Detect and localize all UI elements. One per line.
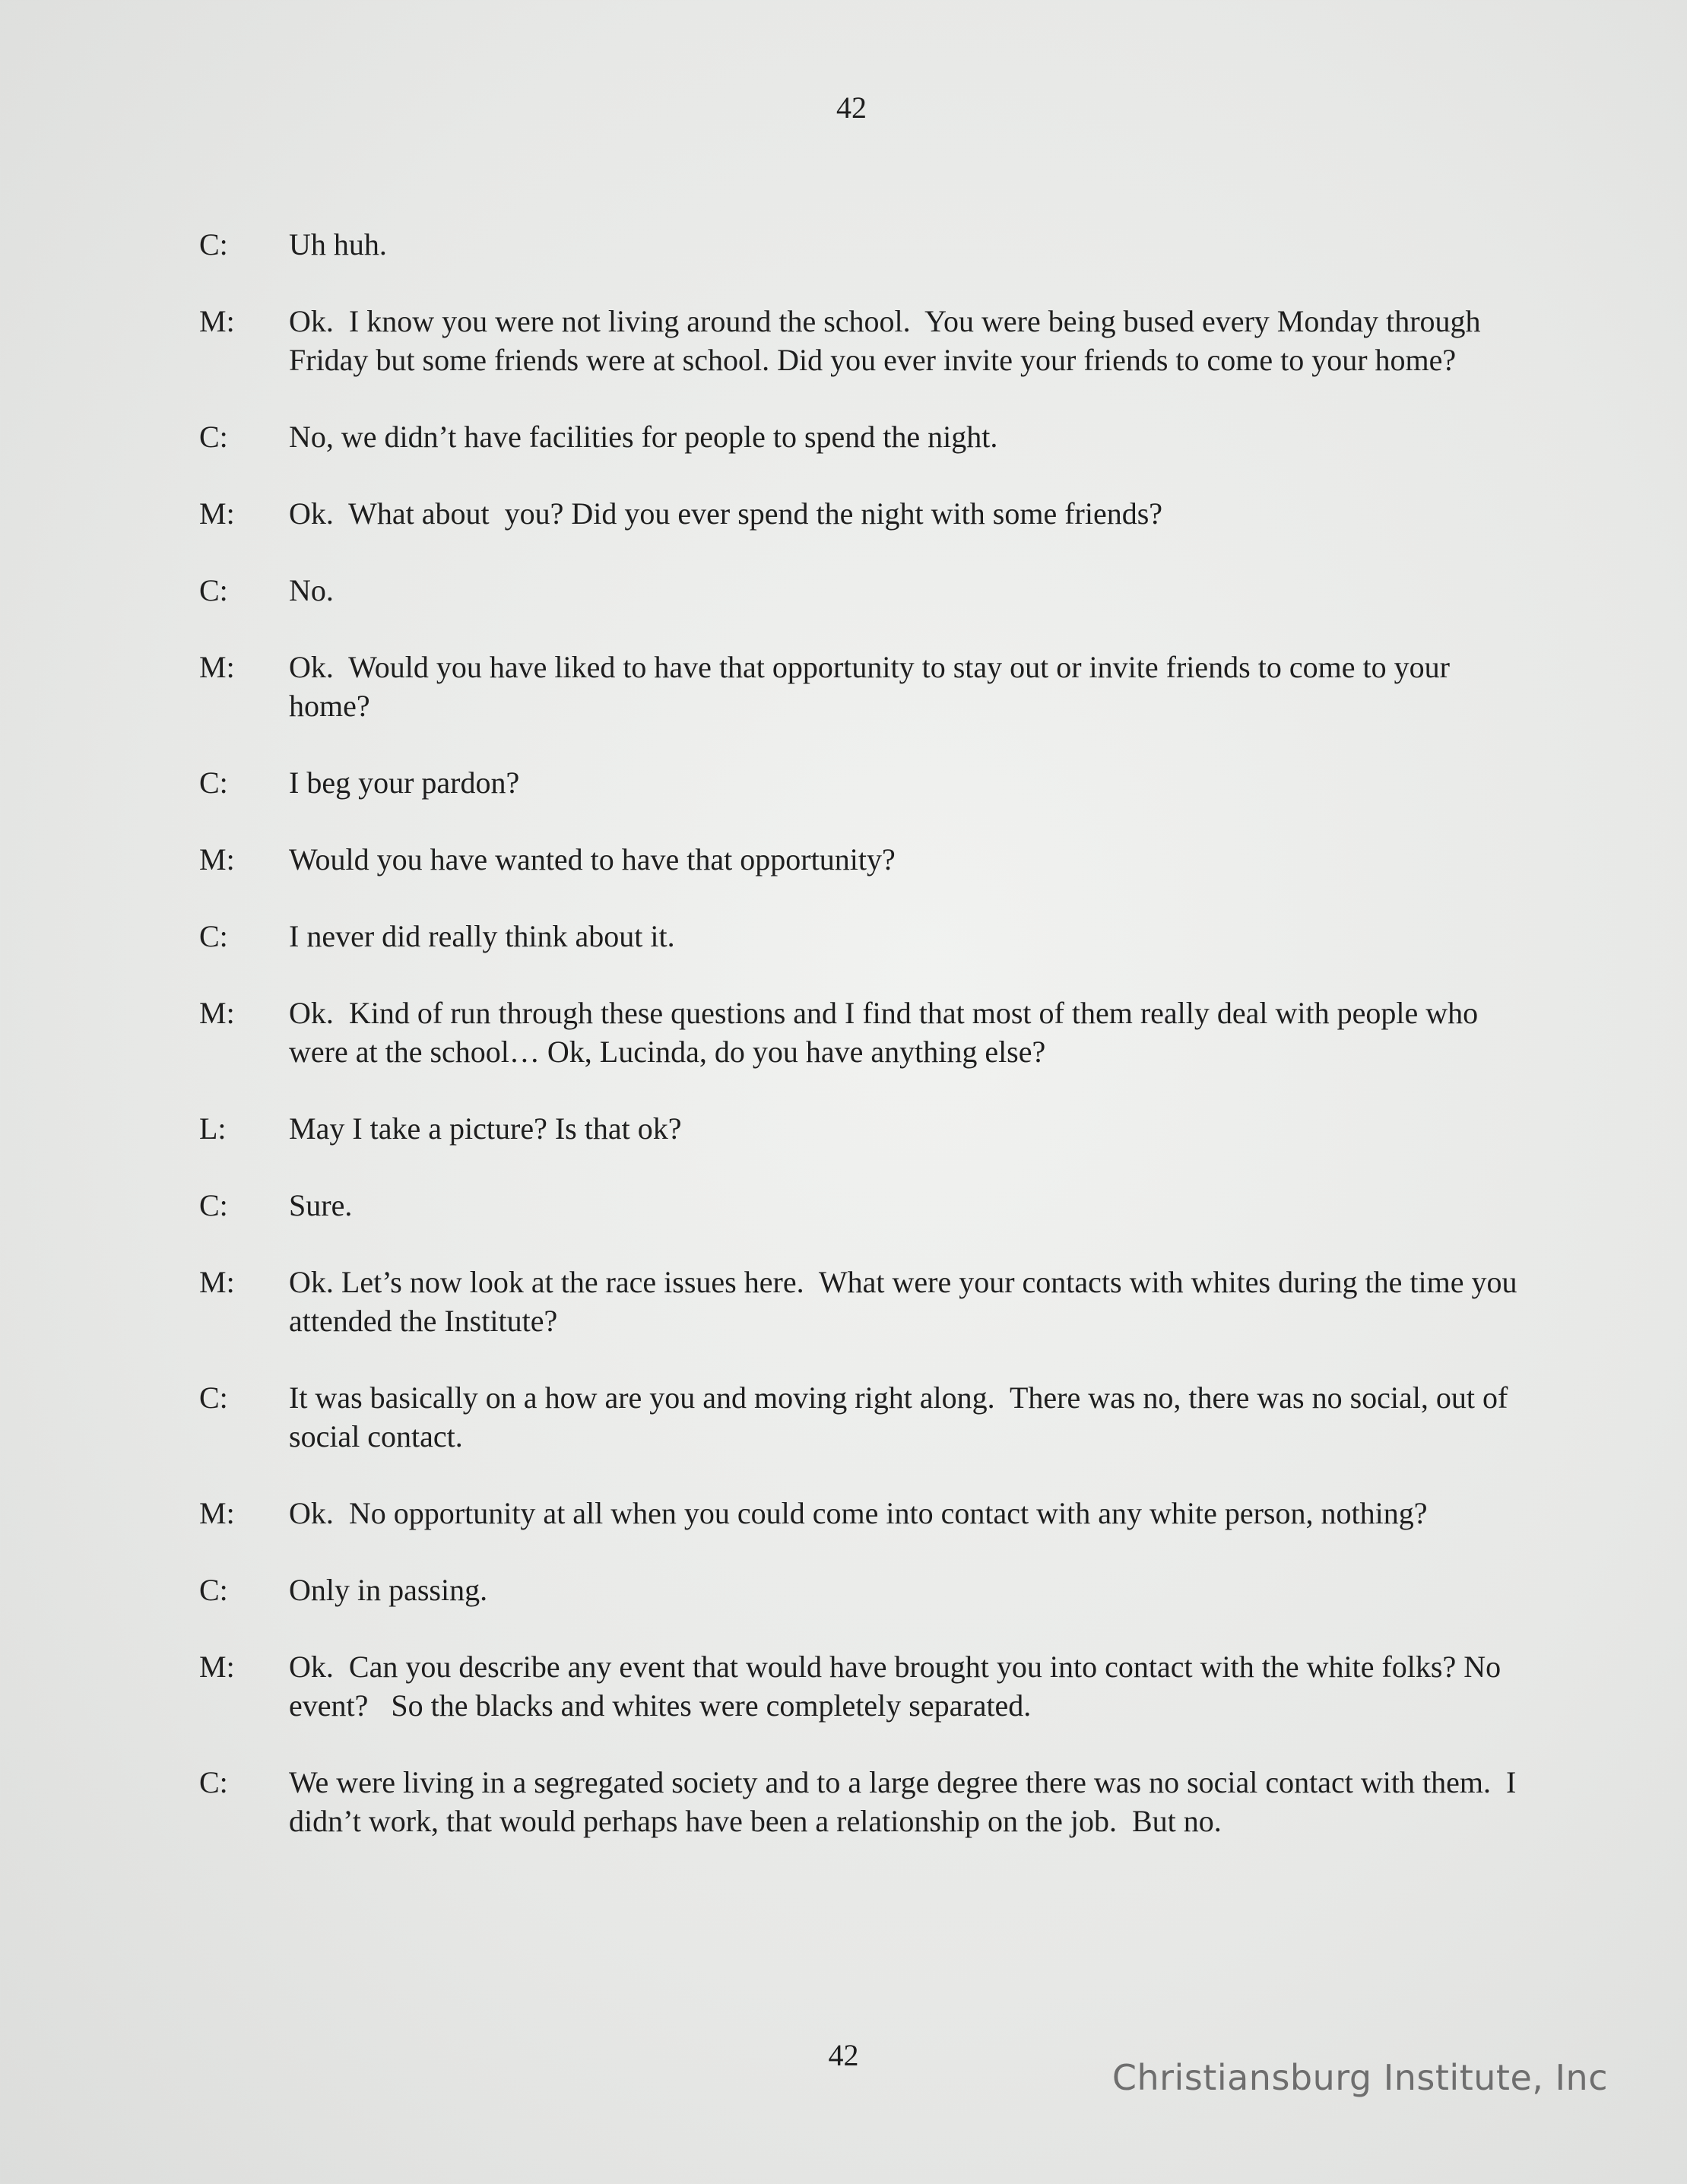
transcript-entry (199, 840, 1522, 879)
speaker-label: L: (199, 1111, 227, 1146)
utterance-text: Ok. Let’s now look at the race issues here. What were your contacts with whites during the time you attended the Institute? (289, 1265, 1525, 1338)
speaker-label: M: (199, 842, 235, 876)
utterance-text: Ok. Would you have liked to have that opportunity to stay out or invite friends to come to your home? (289, 650, 1457, 723)
speaker-label: C: (199, 1573, 228, 1607)
utterance-text: Sure. (289, 1188, 353, 1222)
speaker-label: M: (199, 996, 235, 1030)
transcript-entry (199, 571, 1522, 610)
transcript-entry (199, 1763, 1522, 1840)
transcript-entry (199, 1263, 1525, 1340)
speaker-label: C: (199, 1765, 228, 1799)
transcript-entry (199, 494, 1522, 533)
transcript-entry (199, 994, 1522, 1071)
utterance-text: Ok. I know you were not living around the school. You were being bused every Monday through Friday but some friends were at school. Did you ever invite your friends to come to your home? (289, 304, 1489, 377)
speaker-label: C: (199, 919, 228, 953)
transcript-entry (199, 225, 1522, 264)
transcript-entry (199, 1378, 1522, 1456)
utterance-text: Ok. No opportunity at all when you could come into contact with any white person, nothing? (289, 1496, 1428, 1530)
page-number-top: 42 (836, 90, 867, 125)
speaker-label: M: (199, 1650, 235, 1684)
utterance-text: It was basically on a how are you and moving right along. There was no, there was no social, out of social contact. (289, 1380, 1516, 1453)
speaker-label: C: (199, 1188, 228, 1222)
transcript-entry (199, 1571, 1522, 1609)
utterance-text: Uh huh. (289, 227, 387, 262)
speaker-label: C: (199, 766, 228, 800)
utterance-text: Ok. Can you describe any event that would have brought you into contact with the white folks? No event? So the blacks and whites were completely separated. (289, 1650, 1509, 1723)
speaker-label: M: (199, 650, 235, 684)
utterance-text: Ok. Kind of run through these questions and I find that most of them really deal with people who were at the school… Ok, Lucinda, do you have anything else? (289, 996, 1486, 1069)
transcript (199, 225, 1525, 1878)
transcript-entry (199, 1494, 1522, 1533)
speaker-label: C: (199, 573, 228, 607)
utterance-text: Ok. What about you? Did you ever spend the night with some friends? (289, 496, 1163, 531)
speaker-label: M: (199, 1496, 235, 1530)
utterance-text: No, we didn’t have facilities for people to spend the night. (289, 420, 998, 454)
speaker-label: C: (199, 227, 228, 262)
transcript-entry (199, 417, 1522, 456)
utterance-text: We were living in a segregated society and to a large degree there was no social contact with them. I didn’t work, that would perhaps have been a relationship on the job. But no. (289, 1765, 1524, 1838)
utterance-text: No. (289, 573, 334, 607)
page-number-bottom: 42 (828, 2038, 859, 2072)
utterance-text: I never did really think about it. (289, 919, 675, 953)
watermark: Christiansburg Institute, Inc (1111, 2057, 1608, 2098)
transcript-entry (199, 917, 1522, 956)
transcript-entry (199, 763, 1522, 802)
transcript-entry (199, 648, 1522, 725)
speaker-label: C: (199, 420, 228, 454)
speaker-label: C: (199, 1380, 228, 1415)
transcript-entry (199, 1186, 1522, 1225)
utterance-text: May I take a picture? Is that ok? (289, 1111, 682, 1146)
utterance-text: I beg your pardon? (289, 766, 520, 800)
transcript-entry (199, 1647, 1522, 1725)
utterance-text: Would you have wanted to have that opportunity? (289, 842, 896, 876)
utterance-text: Only in passing. (289, 1573, 488, 1607)
transcript-entry (199, 1109, 1522, 1148)
speaker-label: M: (199, 496, 235, 531)
transcript-entry (199, 302, 1522, 379)
speaker-label: M: (199, 1265, 235, 1299)
speaker-label: M: (199, 304, 235, 338)
